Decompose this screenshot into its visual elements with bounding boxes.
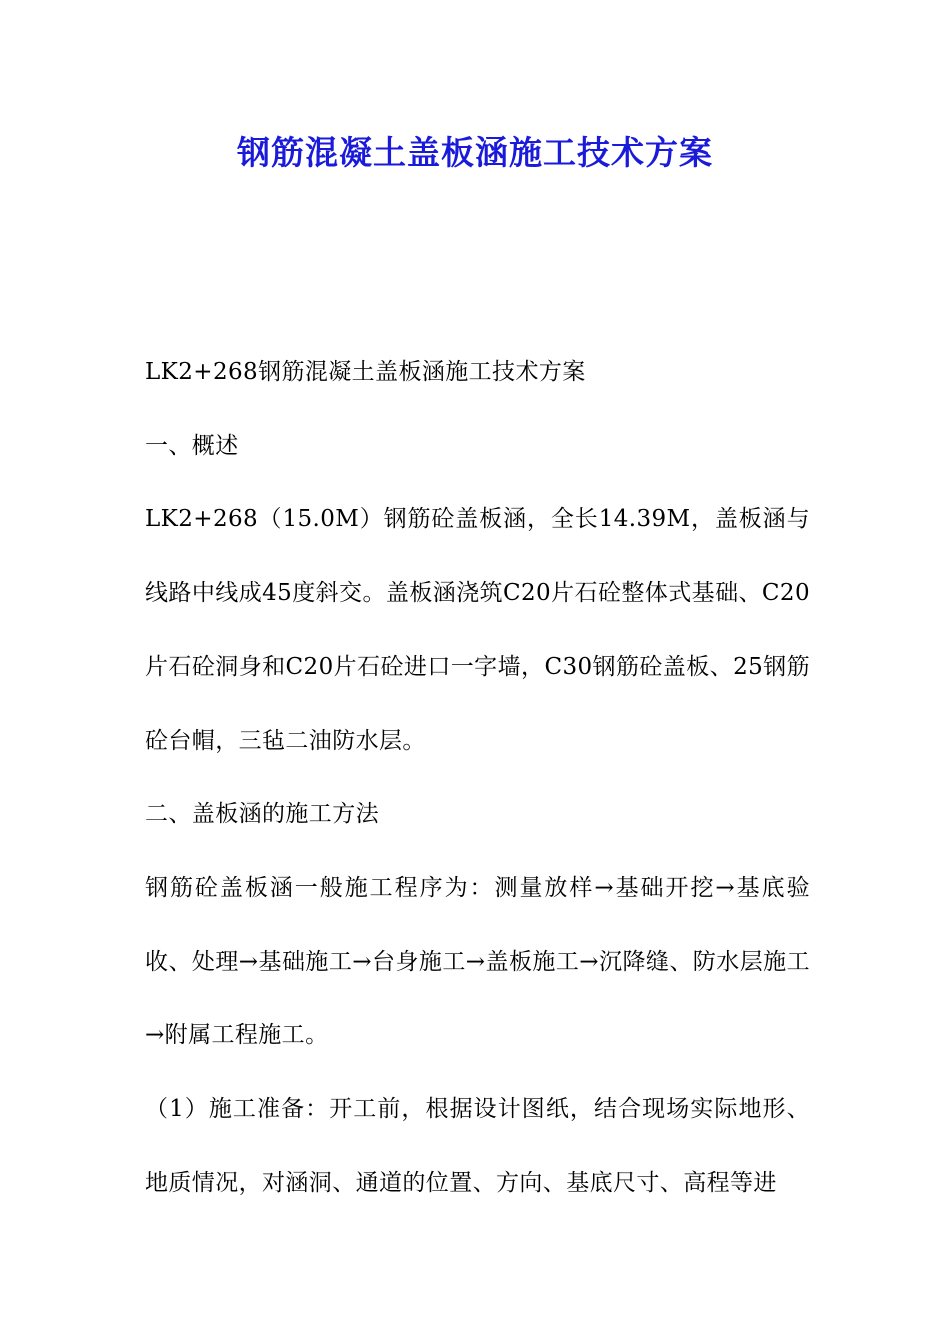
paragraph-section-2-heading: 二、盖板涵的施工方法 xyxy=(145,801,379,828)
paragraph-overview: LK2+268（15.0M）钢筋砼盖板涵，全长14.39M，盖板涵与线路中线成45度斜交。盖板涵浇筑C20片石砼整体式基础、C20片石砼洞身和C20片石砼进口一字墙，C30钢筋砼盖板、25钢筋砼台帽，三毡二油防水层。 xyxy=(145,506,810,754)
document-body xyxy=(145,336,810,1220)
paragraph-section-1-heading: 一、概述 xyxy=(145,432,239,459)
document-title: 钢筋混凝土盖板涵施工技术方案 xyxy=(237,133,713,172)
paragraph-subtitle: LK2+268钢筋混凝土盖板涵施工技术方案 xyxy=(145,359,586,385)
paragraph-procedure: 钢筋砼盖板涵一般施工程序为：测量放样→基础开挖→基底验收、处理→基础施工→台身施工→盖板施工→沉降缝、防水层施工→附属工程施工。 xyxy=(145,874,810,1049)
paragraph-preparation: （1）施工准备：开工前，根据设计图纸，结合现场实际地形、地质情况，对涵洞、通道的位置、方向、基底尺寸、高程等进 xyxy=(145,1096,810,1196)
